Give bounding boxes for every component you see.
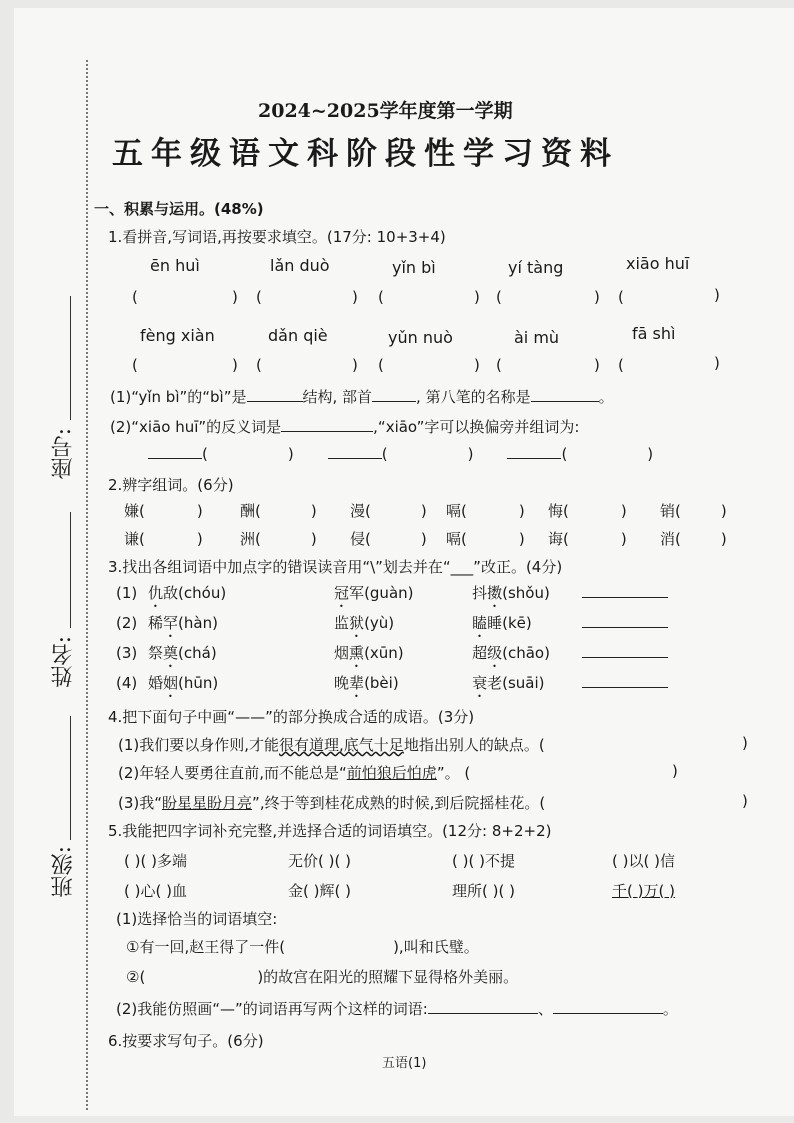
q5-sub2 xyxy=(116,998,678,1019)
answer-blank[interactable] xyxy=(328,444,382,459)
answer-blank[interactable] xyxy=(507,444,561,459)
open-paren: ( xyxy=(618,356,624,374)
close-paren: ) xyxy=(232,356,238,374)
q2-item-wrap xyxy=(446,500,525,521)
q3-row xyxy=(116,582,668,611)
q3-num: (3) xyxy=(116,644,138,662)
q3-char: 烟 xyxy=(334,644,350,662)
q2-item: 嫌( xyxy=(124,502,145,520)
q4-s2 xyxy=(118,762,470,783)
q5-idiom: 无价( )( ) xyxy=(288,852,351,870)
q5-idiom: ( )心( )血 xyxy=(124,882,187,900)
open-paren: ( xyxy=(202,445,208,463)
q3-char: 老 xyxy=(487,674,503,692)
q5-text: (2)我能仿照画“—”的词语再写两个这样的词语: xyxy=(116,1000,428,1018)
q1-sub1-text: (1)“yǐn bì”的“bì”是 xyxy=(110,388,247,406)
q5-choice1 xyxy=(126,936,479,957)
q3-char: 晚 xyxy=(334,674,350,692)
q4-text: (1)我们要以身作则,才能 xyxy=(118,736,280,754)
q1-sub2-answers xyxy=(148,444,653,463)
open-paren: ( xyxy=(378,288,384,306)
q2-item-wrap xyxy=(350,528,427,549)
binding-line xyxy=(86,60,88,1110)
q1-sub1-text: 结构, 部首 xyxy=(302,388,373,406)
q5-prompt: 5.我能把四字词补充完整,并选择合适的词语填空。(12分: 8+2+2) xyxy=(108,822,552,840)
q5-sub1: (1)选择恰当的词语填空: xyxy=(116,910,278,928)
answer-blank[interactable] xyxy=(582,643,668,658)
q3-pinyin: (xūn) xyxy=(364,644,404,662)
close-paren: ) xyxy=(518,530,525,548)
close-paren: ) xyxy=(420,502,427,520)
q4-text: (3)我“ xyxy=(118,794,163,812)
q3-pinyin: (bèi) xyxy=(364,674,399,692)
q2-item-wrap xyxy=(548,528,627,549)
close-paren: ) xyxy=(720,530,727,548)
q3-num: (4) xyxy=(116,674,138,692)
q3-pinyin: (hūn) xyxy=(178,674,219,692)
close-paren: ) xyxy=(672,762,678,780)
q2-item: 销( xyxy=(660,502,681,520)
answer-blank[interactable] xyxy=(428,999,538,1014)
q3-word xyxy=(334,584,364,602)
q5-idiom: 理所( )( ) xyxy=(452,882,515,900)
q1-sub2 xyxy=(110,416,579,437)
open-paren: ( xyxy=(561,445,568,463)
pinyin: fèng xiàn xyxy=(140,326,215,345)
close-paren: ) xyxy=(232,288,238,306)
q3-num: (1) xyxy=(116,584,138,602)
q3-char: 辈 xyxy=(349,674,365,692)
close-paren: ) xyxy=(352,356,358,374)
q3-word xyxy=(334,644,364,662)
q5-idiom: ( )( )多端 xyxy=(124,852,187,870)
pinyin: yǐn bì xyxy=(392,258,436,277)
q2-item-wrap xyxy=(240,500,317,521)
answer-blank[interactable] xyxy=(247,387,303,402)
q3-char: 敌 xyxy=(163,584,179,602)
class-line xyxy=(70,716,71,840)
q5-idiom: ( )( )不提 xyxy=(452,852,515,870)
pinyin: ēn huì xyxy=(150,256,200,275)
close-paren: ) xyxy=(620,530,627,548)
answer-blank[interactable] xyxy=(582,583,668,598)
q2-item: 侵( xyxy=(350,530,371,548)
q3-pinyin: (chá) xyxy=(178,644,217,662)
q3-word xyxy=(334,614,364,632)
q5-text: 、 xyxy=(537,1000,553,1018)
answer-blank[interactable] xyxy=(148,444,202,459)
close-paren: ) xyxy=(196,530,203,548)
q3-pinyin: (hàn) xyxy=(178,614,218,632)
pinyin: xiāo huī xyxy=(626,254,690,273)
q3-pinyin: (chāo) xyxy=(502,644,550,662)
q5-text: ②( xyxy=(126,968,146,986)
q3-char: 擞 xyxy=(487,584,503,602)
pinyin: ài mù xyxy=(514,328,560,347)
q3-char: 超 xyxy=(472,644,488,662)
q5-text: 。 xyxy=(662,1000,678,1018)
q4-underlined: 很有道理,底气十足 xyxy=(279,736,404,754)
q3-word xyxy=(334,674,364,692)
close-paren: ) xyxy=(594,288,600,306)
q4-underlined: 盼星星盼月亮 xyxy=(162,794,253,812)
q1-prompt: 1.看拼音,写词语,再按要求填空。(17分: 10+3+4) xyxy=(108,228,446,246)
q3-char: 抖 xyxy=(472,584,488,602)
q2-item: 漫( xyxy=(350,502,371,520)
q1-sub1-text: 。 xyxy=(598,388,614,406)
q2-item: 消( xyxy=(660,530,681,548)
q3-pinyin: (kē) xyxy=(502,614,532,632)
q5-text: )的故宫在阳光的照耀下显得格外美丽。 xyxy=(257,968,519,986)
q2-item: 洲( xyxy=(240,530,261,548)
q3-word xyxy=(148,674,178,692)
q3-char: 罕 xyxy=(163,614,179,632)
close-paren: ) xyxy=(474,288,480,306)
q4-s1 xyxy=(118,734,545,755)
answer-blank[interactable] xyxy=(582,673,668,688)
q4-prompt: 4.把下面句子中画“——”的部分换成合适的成语。(3分) xyxy=(108,708,475,726)
q3-num: (2) xyxy=(116,614,138,632)
q3-word xyxy=(148,644,178,662)
q3-row xyxy=(116,672,668,701)
q1-sub2-text: (2)“xiāo huī”的反义词是 xyxy=(110,418,282,436)
open-paren: ( xyxy=(378,356,384,374)
pinyin: yí tàng xyxy=(508,258,564,277)
answer-blank[interactable] xyxy=(531,387,599,402)
q2-item-wrap xyxy=(240,528,317,549)
q3-row xyxy=(116,642,668,671)
q3-pinyin: (yù) xyxy=(364,614,395,632)
pinyin: dǎn qiè xyxy=(268,326,328,345)
close-paren: ) xyxy=(196,502,203,520)
q2-row1 xyxy=(124,500,203,521)
q3-char: 军 xyxy=(349,584,365,602)
q2-item-wrap xyxy=(660,500,727,521)
open-paren: ( xyxy=(132,288,138,306)
close-paren: ) xyxy=(594,356,600,374)
q3-pinyin: (chóu) xyxy=(178,584,227,602)
q6-prompt: 6.按要求写句子。(6分) xyxy=(108,1032,264,1050)
q3-char: 监 xyxy=(334,614,350,632)
name-line xyxy=(70,512,71,628)
section-heading: 一、积累与运用。(48%) xyxy=(94,200,264,218)
q3-char: 熏 xyxy=(349,644,365,662)
close-paren: ) xyxy=(714,286,720,304)
q3-char: 稀 xyxy=(148,614,164,632)
q4-text: ”。 ( xyxy=(436,764,471,782)
open-paren: ( xyxy=(381,445,388,463)
q2-item: 酬( xyxy=(240,502,261,520)
q4-s3 xyxy=(118,792,545,813)
close-paren: ) xyxy=(287,445,294,463)
q3-char: 级 xyxy=(487,644,503,662)
close-paren: ) xyxy=(742,792,748,810)
q5-idiom: 金( )辉( ) xyxy=(288,882,351,900)
seat-label: 座号: xyxy=(51,428,76,480)
answer-blank[interactable] xyxy=(553,999,663,1014)
q3-pinyin: (guàn) xyxy=(364,584,414,602)
q3-char: 衰 xyxy=(472,674,488,692)
q3-word xyxy=(472,614,502,632)
q2-item-wrap xyxy=(446,528,525,549)
q3-word xyxy=(472,584,502,602)
answer-blank[interactable] xyxy=(281,417,373,432)
close-paren: ) xyxy=(742,734,748,752)
q3-pinyin: (suāi) xyxy=(502,674,545,692)
close-paren: ) xyxy=(474,356,480,374)
name-label: 姓名: xyxy=(51,636,76,688)
close-paren: ) xyxy=(620,502,627,520)
q5-choice2 xyxy=(126,966,518,987)
q5-text: ),叫和氏璧。 xyxy=(393,938,479,956)
q4-text: ”,终于等到桂花成熟的时候,到后院摇桂花。( xyxy=(252,794,546,812)
q5-idiom-example: 千( )万( ) xyxy=(612,882,675,900)
q3-char: 狱 xyxy=(349,614,365,632)
q2-item: 嗝( xyxy=(446,502,467,520)
q4-text: (2)年轻人要勇往直前,而不能总是“ xyxy=(118,764,347,782)
q1-sub2-text: ,“xiāo”字可以换偏旁并组词为: xyxy=(373,418,580,436)
q3-char: 婚 xyxy=(148,674,164,692)
q2-item: 谦( xyxy=(124,530,145,548)
close-paren: ) xyxy=(647,445,654,463)
q3-prompt: 3.找出各组词语中加点字的错误读音用“\”划去并在“___”改正。(4分) xyxy=(108,558,563,576)
q2-item-wrap xyxy=(124,528,203,549)
close-paren: ) xyxy=(714,354,720,372)
q2-item: 悔( xyxy=(548,502,569,520)
answer-blank[interactable] xyxy=(582,613,668,628)
q3-char: 睡 xyxy=(487,614,503,632)
pinyin: yǔn nuò xyxy=(388,328,453,347)
open-paren: ( xyxy=(496,356,502,374)
q3-char: 仇 xyxy=(148,584,164,602)
page-title: 五年级语文科阶段性学习资料 xyxy=(112,136,619,172)
pinyin: lǎn duò xyxy=(270,256,330,275)
seat-line xyxy=(70,296,71,420)
q3-char: 瞌 xyxy=(472,614,488,632)
q2-item-wrap xyxy=(660,528,727,549)
q3-word xyxy=(472,674,502,692)
close-paren: ) xyxy=(310,530,317,548)
class-label: 班级: xyxy=(51,846,76,898)
q2-prompt: 2.辨字组词。(6分) xyxy=(108,476,234,494)
q2-item-wrap xyxy=(350,500,427,521)
q5-text: ①有一回,赵王得了一件( xyxy=(126,938,286,956)
open-paren: ( xyxy=(618,288,624,306)
close-paren: ) xyxy=(518,502,525,520)
q3-word xyxy=(148,614,178,632)
page-footer: 五语(1) xyxy=(382,1056,427,1071)
q3-char: 姻 xyxy=(163,674,179,692)
close-paren: ) xyxy=(420,530,427,548)
q5-idiom: ( )以( )信 xyxy=(612,852,675,870)
q4-underlined: 前怕狼后怕虎 xyxy=(346,764,437,782)
q3-char: 奠 xyxy=(163,644,179,662)
close-paren: ) xyxy=(467,445,474,463)
close-paren: ) xyxy=(352,288,358,306)
q3-row xyxy=(116,612,668,641)
open-paren: ( xyxy=(256,356,262,374)
year-line: 2024~2025学年度第一学期 xyxy=(258,100,513,122)
q3-char: 冠 xyxy=(334,584,350,602)
q3-word xyxy=(148,584,178,602)
q4-text: 地指出别人的缺点。( xyxy=(403,736,545,754)
q2-item: 嗝( xyxy=(446,530,467,548)
q2-item: 诲( xyxy=(548,530,569,548)
q1-sub1-text: , 第八笔的名称是 xyxy=(416,388,531,406)
open-paren: ( xyxy=(256,288,262,306)
q3-word xyxy=(472,644,502,662)
open-paren: ( xyxy=(496,288,502,306)
close-paren: ) xyxy=(310,502,317,520)
q3-char: 祭 xyxy=(148,644,164,662)
open-paren: ( xyxy=(132,356,138,374)
q3-pinyin: (shǒu) xyxy=(502,584,550,602)
close-paren: ) xyxy=(720,502,727,520)
q1-sub1 xyxy=(110,386,614,407)
q2-item-wrap xyxy=(548,500,627,521)
answer-blank[interactable] xyxy=(372,387,416,402)
pinyin: fā shì xyxy=(632,324,676,343)
